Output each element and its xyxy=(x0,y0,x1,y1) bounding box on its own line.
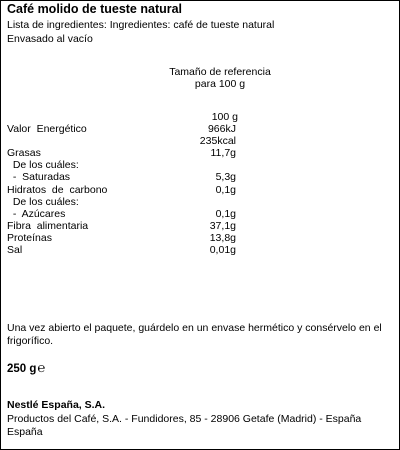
nutrition-row-label: Fibra alimentaria xyxy=(7,219,89,232)
nutrition-row-label: Hidratos de carbono xyxy=(7,183,108,196)
company-country: España xyxy=(7,426,43,438)
company-name: Nestlé España, S.A. xyxy=(7,399,106,411)
nutrition-row-label: - Azúcares xyxy=(7,207,66,220)
nutrition-row-label: Proteínas xyxy=(7,231,52,244)
nutrition-row-value: 37,1g xyxy=(209,219,236,232)
nutrition-row-label: Valor Energético xyxy=(7,123,87,135)
reference-size-line2: para 100 g xyxy=(194,78,246,90)
nutrition-row-value: 11,7g xyxy=(210,147,236,160)
nutrition-row-label: De los cuáles: xyxy=(7,159,79,172)
nutrition-row-label: Sal xyxy=(7,244,23,256)
nutrition-row-label: De los cuáles: xyxy=(7,195,79,208)
storage-instructions-line2: frigorífico. xyxy=(7,335,54,347)
net-weight-value: 250 g xyxy=(7,363,37,375)
company-address: Productos del Café, S.A. - Fundidores, 85 - 28906 Getafe (Madrid) - España xyxy=(7,413,362,425)
nutrition-row-label: - Saturadas xyxy=(7,171,71,184)
reference-size-line1: Tamaño de referencia xyxy=(169,66,271,78)
nutrition-row-value: 13,8g xyxy=(209,231,236,244)
product-title: Café molido de tueste natural xyxy=(7,2,183,16)
nutrition-row-value: 0,1g xyxy=(215,183,236,196)
packaging-text: Envasado al vacío xyxy=(7,33,93,45)
nutrition-row-label: Grasas xyxy=(7,147,41,160)
estimated-mark-icon: ℮ xyxy=(37,360,46,375)
nutrition-row-value: 0,1g xyxy=(215,207,236,220)
nutrition-row-value: 966kJ xyxy=(207,123,236,135)
nutrition-row-value: 235kcal xyxy=(199,135,236,148)
storage-instructions-line1: Una vez abierto el paquete, guárdelo en un envase hermético y consérvelo en el xyxy=(7,322,382,334)
ingredients-text: Lista de ingredientes: Ingredientes: café de tueste natural xyxy=(7,19,275,31)
portion-header: 100 g xyxy=(211,111,238,123)
nutrition-row-value: 0,01g xyxy=(209,244,236,256)
net-weight xyxy=(7,362,45,375)
nutrition-row-value: 5,3g xyxy=(215,171,236,184)
